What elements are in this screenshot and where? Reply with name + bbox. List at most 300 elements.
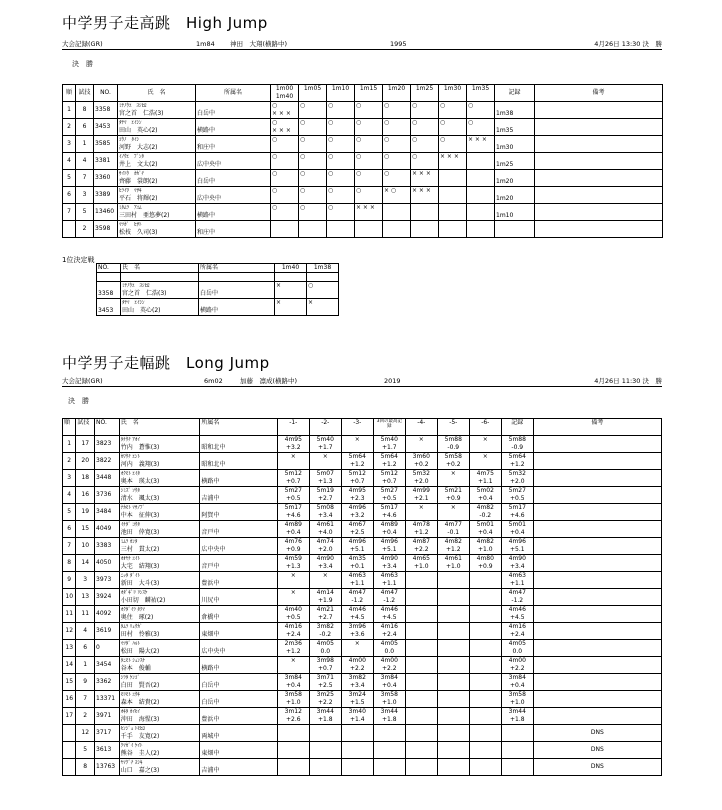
attempt-cell-bottom	[328, 110, 353, 118]
attempt-cell-top: ○	[384, 170, 390, 177]
attempt-cell-bottom	[279, 461, 308, 469]
order-cell: 19	[76, 504, 95, 521]
attempt-cell-bottom: 0.0	[320, 648, 331, 655]
note-cell	[535, 119, 663, 136]
athlete-name-cell-top: ﾐﾔﾉｳｴ ﾖｼﾋﾛ	[119, 103, 147, 109]
bib-cell: 3448	[95, 470, 120, 487]
table-row	[63, 119, 663, 136]
team-cell	[200, 470, 277, 487]
team-name: 横路中	[200, 307, 219, 314]
attempt-cell-bottom	[279, 580, 308, 588]
attempt-cell-top	[440, 170, 465, 178]
attempt-cell	[277, 453, 309, 470]
column-header	[63, 85, 76, 102]
attempt-cell-top	[439, 708, 468, 716]
attempt-result: ×	[276, 282, 282, 289]
attempt-cell-bottom	[471, 750, 500, 758]
athlete-name-cell-top: ﾏﾂﾀﾞ ﾊﾙﾄ	[120, 641, 140, 647]
athlete-name-cell-top: ﾅｶﾓﾄ ﾏｻﾉﾌﾞ	[120, 505, 145, 511]
bib-number: 3453	[98, 307, 114, 314]
attempt-cell-bottom	[300, 178, 325, 186]
attempt-cell-bottom: +4.6	[285, 512, 301, 519]
mark-cell-bottom: +2.0	[509, 478, 525, 485]
attempt-cell-bottom	[439, 682, 468, 690]
attempt-cell	[437, 725, 469, 742]
record-year: 1995	[390, 40, 407, 48]
attempt-cell	[355, 136, 383, 153]
athlete-name-cell-top: ｻｲﾄｳ ｶｶﾞﾁ	[119, 171, 145, 177]
column-header-height: 1m30	[443, 85, 462, 92]
attempt-cell-bottom: +1.4	[349, 716, 365, 723]
attempt-cell-bottom: -0.9	[447, 444, 460, 451]
attempt-result: ×	[276, 299, 282, 306]
attempt-cell-bottom	[439, 580, 468, 588]
attempt-cell	[373, 759, 405, 776]
bib-cell: 3613	[95, 742, 120, 759]
attempt-cell	[277, 589, 309, 606]
column-header-spacer	[440, 93, 465, 101]
bib-cell: 3971	[95, 708, 120, 725]
team-name: 白岳中	[200, 290, 219, 297]
attempt-cell-bottom: +4.6	[381, 512, 397, 519]
attempt-cell-top: 4m99	[412, 487, 430, 494]
athlete-name-cell-bottom: 奥本 瑛太(3)	[120, 478, 160, 485]
empty-cell	[97, 273, 121, 282]
team-name: 川尻中	[201, 597, 220, 604]
attempt-cell-bottom: +0.2	[413, 461, 429, 468]
attempt-cell-top	[311, 725, 340, 733]
attempt-cell-bottom	[439, 631, 468, 639]
attempt-cell	[469, 725, 501, 742]
attempt-cell-top: ○	[300, 204, 306, 211]
attempt-cell-top: 3m44	[316, 708, 334, 715]
attempt-cell-top	[439, 759, 468, 767]
attempt-cell	[341, 555, 373, 572]
column-header-label: 順	[65, 89, 72, 96]
mark-cell	[495, 136, 535, 153]
column-header-spacer	[535, 427, 660, 435]
mark-cell-bottom: +0.5	[509, 495, 525, 502]
table-row	[97, 299, 339, 316]
attempt-cell-top	[384, 221, 409, 229]
column-header-label: -1-	[289, 419, 298, 426]
rank-cell: 6	[63, 187, 76, 204]
attempt-cell-bottom: -0.2	[319, 631, 332, 638]
attempt-cell-top: ○	[412, 119, 418, 126]
bib-cell: 3973	[95, 572, 120, 589]
attempt-cell-top: ×	[418, 436, 424, 443]
attempt-cell-bottom	[272, 144, 297, 152]
attempt-cell-top: 5m64	[348, 453, 366, 460]
column-header-spacer	[311, 427, 340, 435]
attempt-cell	[437, 555, 469, 572]
attempt-cell	[439, 187, 467, 204]
attempt-cell-bottom	[407, 512, 436, 520]
column-header-label: NO.	[98, 264, 109, 271]
attempt-cell	[469, 572, 501, 589]
attempt-cell-bottom	[471, 580, 500, 588]
bib-cell: 13460	[94, 204, 118, 221]
bib-spacer	[98, 299, 119, 307]
attempt-cell	[341, 521, 373, 538]
rank-cell: 7	[63, 204, 76, 221]
column-header-height: 1m15	[359, 85, 378, 92]
attempt-cell	[341, 725, 373, 742]
attempt-cell	[411, 204, 439, 221]
attempt-cell-bottom: 0.0	[384, 648, 395, 655]
order-cell: 6	[76, 119, 94, 136]
attempt-cell-bottom	[272, 195, 297, 203]
attempt-cell-top	[407, 674, 436, 682]
team-spacer	[197, 119, 269, 127]
column-header-label: 備考	[591, 419, 604, 426]
attempt-cell-bottom	[439, 614, 468, 622]
bib-cell: 3383	[95, 538, 120, 555]
attempt-cell	[373, 589, 405, 606]
attempt-cell-top	[439, 725, 468, 733]
attempt-cell	[383, 136, 411, 153]
attempt-cell-top	[440, 187, 465, 195]
attempt-cell-bottom: +2.7	[317, 495, 333, 502]
attempt-cell-top: 5m64	[380, 453, 398, 460]
attempt-cell-top: ○	[272, 204, 278, 211]
attempt-cell-top: 4m95	[284, 436, 302, 443]
order-cell: 15	[76, 521, 95, 538]
attempt-cell-bottom	[272, 229, 297, 237]
attempt-cell	[437, 487, 469, 504]
bib-cell: 3362	[95, 674, 120, 691]
attempt-spacer	[308, 307, 337, 315]
event-datetime: 4月26日 11:30 決 勝	[594, 377, 662, 385]
table-row	[63, 170, 663, 187]
table-row	[63, 453, 662, 470]
attempt-cell-bottom	[471, 767, 500, 775]
athlete-name-cell-bottom: 奥住 琢(2)	[120, 614, 154, 621]
attempt-cell-bottom	[384, 144, 409, 152]
athlete-name-cell	[119, 453, 200, 470]
team-cell	[200, 453, 277, 470]
rank-cell: 4	[63, 487, 76, 504]
attempt-cell	[271, 187, 299, 204]
attempt-cell-bottom: +2.4	[381, 631, 397, 638]
attempt-cell-top: 3m84	[380, 674, 398, 681]
attempt-cell	[309, 470, 341, 487]
attempt-cell-bottom	[471, 733, 500, 741]
team-cell	[196, 221, 271, 238]
attempt-cell-bottom: +0.7	[381, 478, 397, 485]
attempt-cell-top: 3m98	[316, 657, 334, 664]
team-spacer	[201, 538, 275, 546]
attempt-cell-top: 4m05	[316, 640, 334, 647]
empty-cell	[121, 273, 199, 282]
attempt-cell	[383, 204, 411, 221]
attempt-cell-top: ×	[482, 453, 488, 460]
team-cell	[200, 589, 277, 606]
column-header	[94, 85, 118, 102]
attempt-cell	[373, 708, 405, 725]
attempt-result: ○	[308, 282, 314, 289]
team-name: 和庄中	[197, 229, 216, 236]
attempt-cell-bottom	[471, 699, 500, 707]
column-header	[535, 85, 663, 102]
record-label: 大会記録(GR)	[62, 377, 103, 385]
attempt-cell-bottom	[407, 631, 436, 639]
attempt-cell-top	[471, 572, 500, 580]
attempt-cell-top: ○	[300, 102, 306, 109]
attempt-cell-top: ○	[272, 170, 278, 177]
attempt-cell-bottom	[471, 648, 500, 656]
attempt-cell-top: 3m12	[284, 708, 302, 715]
bib-cell: 3717	[95, 725, 120, 742]
attempt-cell-top: 4m16	[380, 623, 398, 630]
attempt-cell	[405, 470, 437, 487]
order-cell: 20	[76, 453, 95, 470]
note-cell	[535, 102, 663, 119]
attempt-cell	[373, 606, 405, 623]
attempt-cell	[341, 708, 373, 725]
attempt-cell-top: 4m77	[444, 521, 462, 528]
attempt-cell	[411, 136, 439, 153]
attempt-cell	[469, 623, 501, 640]
team-spacer	[201, 453, 275, 461]
attempt-cell-top	[279, 759, 308, 767]
attempt-cell-bottom	[279, 597, 308, 605]
athlete-name-cell-bottom: 三田村 亜悠夢(2)	[119, 212, 170, 219]
athlete-name-cell	[119, 436, 200, 453]
high-jump-record-line	[62, 39, 662, 50]
attempt-cell	[373, 742, 405, 759]
attempt-cell-top: ○	[300, 119, 306, 126]
attempt-cell-bottom: +1.2	[445, 546, 461, 553]
attempt-cell-bottom	[439, 648, 468, 656]
team-cell	[200, 538, 277, 555]
attempt-cell	[309, 555, 341, 572]
rank-cell: 11	[63, 606, 76, 623]
attempt-cell-top: 4m82	[444, 538, 462, 545]
athlete-name-cell	[119, 487, 200, 504]
attempt-cell-top: 4m76	[284, 538, 302, 545]
attempt-cell	[383, 153, 411, 170]
attempt-cell-top: ×	[418, 504, 424, 511]
team-cell	[200, 691, 277, 708]
mark-value: 1m38	[496, 110, 514, 117]
athlete-name-cell-bottom: 河内 義翔(3)	[120, 461, 160, 468]
attempt-cell-bottom	[311, 461, 340, 469]
note-cell	[533, 572, 661, 589]
note-cell	[533, 640, 661, 657]
attempt-cell-bottom	[384, 212, 409, 220]
record-year: 2019	[384, 377, 401, 385]
attempt-cell-top	[407, 640, 436, 648]
mark-value: 1m35	[496, 127, 514, 134]
attempt-cell	[469, 759, 501, 776]
athlete-name-cell-top: ﾐﾑﾗ ｶﾝﾀ	[120, 539, 138, 545]
column-header	[355, 85, 383, 102]
attempt-cell	[373, 674, 405, 691]
team-cell	[196, 102, 271, 119]
team-name: 白岳中	[197, 178, 216, 185]
attempt-cell	[405, 606, 437, 623]
mark-cell-top: 4m00	[508, 657, 526, 664]
athlete-name-cell-top: ﾔﾏｸﾞﾁ ﾖｼｷ	[120, 760, 143, 766]
team-spacer	[197, 221, 269, 229]
column-header-label: 所属名	[201, 419, 220, 426]
attempt-cell	[277, 538, 309, 555]
attempt-cell-top	[471, 759, 500, 767]
attempt-cell-top: 3m58	[284, 691, 302, 698]
rank-cell	[63, 759, 76, 776]
attempt-cell-top: 4m59	[284, 555, 302, 562]
attempt-cell	[437, 453, 469, 470]
jumpoff-table	[96, 263, 339, 316]
column-header-label: -6-	[481, 419, 490, 426]
column-header-label: 試技	[78, 89, 91, 96]
attempt-cell	[437, 691, 469, 708]
column-header	[495, 85, 535, 102]
attempt-cell-top: 2m36	[284, 640, 302, 647]
team-cell	[196, 170, 271, 187]
order-cell: 5	[76, 204, 94, 221]
note-cell	[535, 153, 663, 170]
attempt-cell-top	[407, 623, 436, 631]
attempt-cell	[277, 691, 309, 708]
attempt-cell-top: ×	[290, 589, 296, 596]
attempt-cell	[277, 759, 309, 776]
attempt-cell	[309, 640, 341, 657]
attempt-cell	[271, 153, 299, 170]
attempt-cell	[341, 759, 373, 776]
attempt-cell-top: 4m96	[348, 504, 366, 511]
table-row	[63, 187, 663, 204]
attempt-cell	[437, 521, 469, 538]
attempt-cell-top: 4m63	[380, 572, 398, 579]
mark-cell-top: 5m88	[508, 436, 526, 443]
attempt-cell-top: ○	[356, 119, 362, 126]
attempt-cell-top: ○	[272, 119, 278, 126]
column-header-spacer	[96, 427, 118, 435]
mark-spacer	[496, 153, 533, 161]
attempt-cell-bottom	[311, 767, 340, 775]
attempt-cell-top: 5m08	[316, 504, 334, 511]
attempt-cell-top	[468, 187, 493, 195]
attempt-cell-top: 4m46	[380, 606, 398, 613]
attempt-cell-top: 4m74	[316, 538, 334, 545]
athlete-name-cell	[118, 102, 196, 119]
attempt-cell	[277, 708, 309, 725]
attempt-cell-bottom: +2.7	[317, 614, 333, 621]
attempt-cell-top: ○	[356, 102, 362, 109]
mark-cell-bottom	[503, 767, 532, 775]
long-jump-results-table	[62, 418, 662, 776]
column-header-label: 1m40	[281, 264, 300, 271]
mark-cell-top: 5m27	[508, 487, 526, 494]
column-header	[411, 85, 439, 102]
attempt-cell-bottom: +0.4	[285, 682, 301, 689]
attempt-cell	[299, 102, 327, 119]
athlete-name-cell-top: ｵﾀﾞｷﾞﾘ ﾘﾝｽｹ	[120, 590, 148, 596]
column-header-spacer	[77, 427, 93, 435]
attempt-cell	[469, 657, 501, 674]
mark-cell	[495, 102, 535, 119]
attempt-cell	[405, 572, 437, 589]
attempt-cell-bottom: +4.5	[349, 614, 365, 621]
attempt-cell	[469, 606, 501, 623]
column-header-spacer	[412, 93, 437, 101]
column-header-height: 1m10	[331, 85, 350, 92]
mark-cell-bottom: +4.5	[509, 614, 525, 621]
mark-spacer	[496, 187, 533, 195]
attempt-cell	[277, 521, 309, 538]
attempt-cell	[341, 436, 373, 453]
attempt-cell-top: 4m89	[380, 521, 398, 528]
attempt-cell-bottom: +0.4	[381, 529, 397, 536]
athlete-name-cell-bottom: 宮之首 仁浩(3)	[122, 290, 167, 297]
bib-cell: 3453	[94, 119, 118, 136]
attempt-cell-bottom	[272, 161, 297, 169]
note-cell: DNS	[533, 742, 661, 759]
attempt-cell-top	[412, 221, 437, 229]
attempt-cell	[341, 640, 373, 657]
attempt-cell-top	[468, 170, 493, 178]
column-header-label: -3-	[353, 419, 362, 426]
attempt-cell-bottom: -1.2	[383, 597, 396, 604]
attempt-cell-top: ○	[384, 136, 390, 143]
mark-cell-bottom: +1.1	[509, 580, 525, 587]
record-label: 大会記録(GR)	[62, 40, 103, 48]
attempt-cell	[277, 487, 309, 504]
attempt-cell-top	[439, 674, 468, 682]
athlete-name-cell	[119, 742, 200, 759]
athlete-name-cell-bottom: 宮之首 仁浩(3)	[119, 110, 164, 117]
column-header-spacer	[356, 93, 381, 101]
attempt-cell-top: ×	[290, 657, 296, 664]
table-row	[63, 538, 662, 555]
rank-cell: 1	[63, 436, 76, 453]
column-header	[341, 419, 373, 436]
athlete-name-cell	[118, 153, 196, 170]
athlete-name-cell-top: ﾀﾔﾏ ｴｲｼﾝ	[122, 300, 145, 306]
athlete-name-cell-bottom: 中本 征伸(3)	[120, 512, 160, 519]
record-holder: 加藤 凛成(横路中)	[240, 377, 298, 385]
attempt-cell-bottom	[328, 178, 353, 186]
attempt-cell	[405, 691, 437, 708]
attempt-cell	[277, 742, 309, 759]
note-cell: DNS	[533, 759, 661, 776]
team-name: 吉浦中	[201, 495, 220, 502]
attempt-cell-top: ○	[412, 102, 418, 109]
bib-cell: 3924	[95, 589, 120, 606]
mark-value: 1m10	[496, 212, 514, 219]
attempt-cell-top: 5m07	[316, 470, 334, 477]
attempt-cell-bottom	[412, 212, 437, 220]
attempt-cell-top: 4m95	[348, 487, 366, 494]
team-cell	[200, 504, 277, 521]
attempt-cell-top: ○	[328, 187, 334, 194]
attempt-cell	[309, 504, 341, 521]
attempt-cell	[341, 589, 373, 606]
attempt-cell	[437, 674, 469, 691]
attempt-cell-bottom	[440, 144, 465, 152]
athlete-name-cell-bottom: 大宅 結翔(3)	[120, 563, 160, 570]
record-mark: 1m84	[196, 40, 215, 48]
attempt-cell-top: ○	[412, 136, 418, 143]
attempt-cell-bottom: +1.1	[477, 478, 493, 485]
attempt-cell-bottom: +0.5	[285, 614, 301, 621]
team-spacer	[201, 504, 275, 512]
mark-cell-top: 4m96	[508, 538, 526, 545]
attempt-cell-bottom	[272, 178, 297, 186]
column-header	[277, 419, 309, 436]
